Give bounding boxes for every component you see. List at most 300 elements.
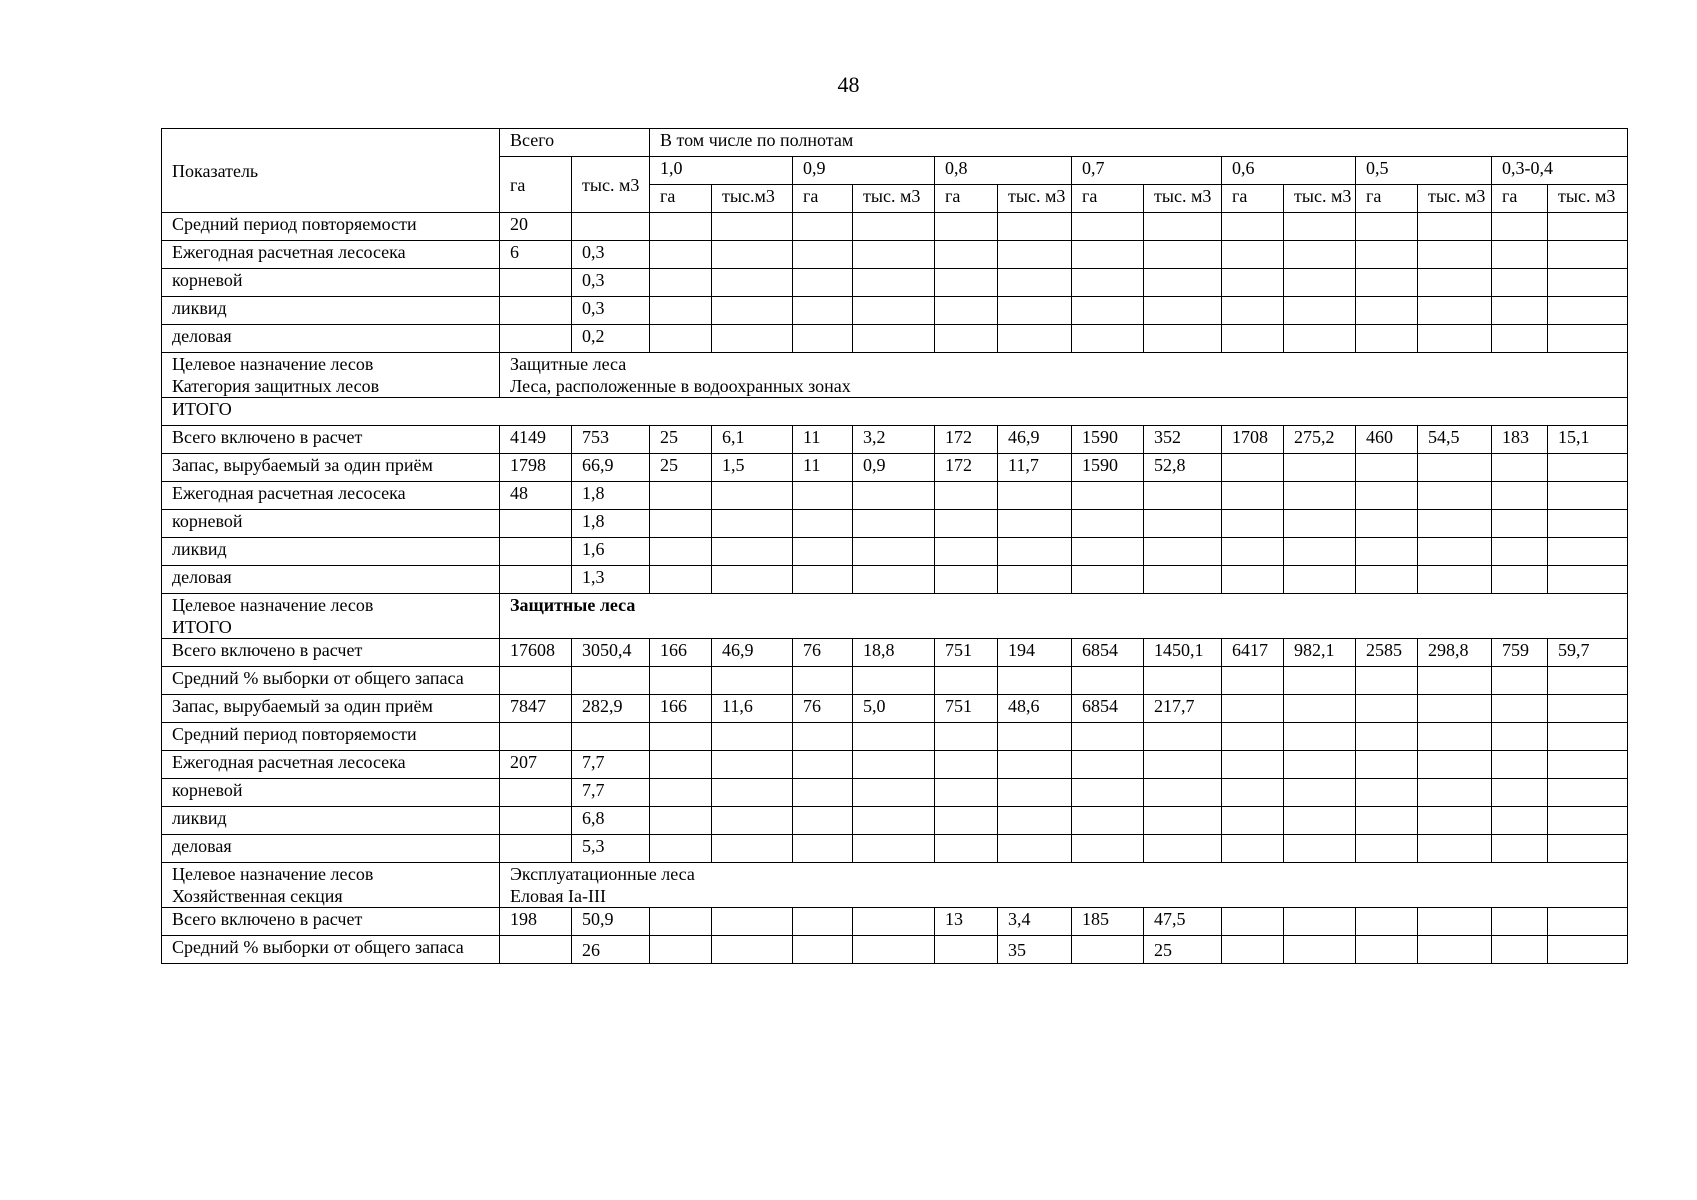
table-cell — [1144, 667, 1222, 695]
table-cell — [1284, 454, 1356, 482]
itogo-row — [162, 398, 1628, 426]
table-cell — [1356, 723, 1418, 751]
header-ha: га — [650, 185, 712, 213]
table-cell — [1548, 779, 1628, 807]
table-cell — [1144, 269, 1222, 297]
table-cell — [935, 835, 998, 863]
caption-label — [162, 594, 500, 639]
row-label: корневой — [162, 510, 500, 538]
table-cell — [1144, 538, 1222, 566]
header-indicator: Показатель — [162, 129, 500, 213]
table-cell: 352 — [1144, 426, 1222, 454]
table-cell: 183 — [1492, 426, 1548, 454]
table-cell — [1548, 695, 1628, 723]
table-cell: 751 — [935, 695, 998, 723]
table-cell — [1492, 779, 1548, 807]
table-cell — [1418, 454, 1492, 482]
header-density-3: 0,8 — [935, 157, 1072, 185]
table-cell — [935, 566, 998, 594]
table-cell — [793, 751, 853, 779]
table-cell — [650, 325, 712, 353]
table-cell — [1284, 695, 1356, 723]
table-cell — [998, 269, 1072, 297]
table-cell — [1222, 269, 1284, 297]
table-cell — [935, 325, 998, 353]
table-cell — [712, 325, 793, 353]
table-cell — [1222, 751, 1284, 779]
table-cell — [793, 908, 853, 936]
table-cell — [1548, 723, 1628, 751]
caption-label-line2: ИТОГО — [172, 617, 232, 637]
row-label: корневой — [162, 269, 500, 297]
table-cell — [1072, 241, 1144, 269]
section-caption — [162, 594, 1628, 639]
table-cell: 0,9 — [853, 454, 935, 482]
row-label: Запас, вырубаемый за один приём — [162, 695, 500, 723]
table-cell — [1492, 269, 1548, 297]
table-cell — [793, 723, 853, 751]
table-cell: 0,3 — [572, 297, 650, 325]
table-cell — [500, 297, 572, 325]
table-cell: 46,9 — [712, 639, 793, 667]
header-total-m3: тыс. м3 — [572, 157, 650, 213]
table-cell — [1284, 779, 1356, 807]
table-cell — [1284, 723, 1356, 751]
table-cell — [1418, 695, 1492, 723]
table-cell — [853, 510, 935, 538]
table-cell — [1222, 325, 1284, 353]
table-row — [162, 325, 1628, 353]
table-cell — [1222, 297, 1284, 325]
table-cell: 172 — [935, 454, 998, 482]
table-cell — [998, 835, 1072, 863]
table-cell — [1284, 325, 1356, 353]
table-cell — [1356, 779, 1418, 807]
table-cell — [650, 482, 712, 510]
table-cell — [1072, 566, 1144, 594]
header-m3: тыс. м3 — [1144, 185, 1222, 213]
table-cell — [1072, 510, 1144, 538]
table-cell — [935, 936, 998, 964]
table-cell: 207 — [500, 751, 572, 779]
table-cell — [998, 807, 1072, 835]
table-cell: 298,8 — [1418, 639, 1492, 667]
caption-value-line1: Защитные леса — [510, 595, 636, 615]
table-cell — [1284, 835, 1356, 863]
table-cell — [935, 807, 998, 835]
table-cell — [1284, 566, 1356, 594]
table-cell — [712, 807, 793, 835]
table-cell — [712, 241, 793, 269]
table-cell — [712, 297, 793, 325]
table-cell — [712, 835, 793, 863]
section-caption — [162, 863, 1628, 908]
table-cell — [853, 936, 935, 964]
table-cell — [1418, 241, 1492, 269]
table-cell — [500, 667, 572, 695]
table-cell — [853, 482, 935, 510]
header-ha: га — [1222, 185, 1284, 213]
table-cell — [1356, 908, 1418, 936]
table-cell — [1356, 695, 1418, 723]
table-cell: 6854 — [1072, 639, 1144, 667]
table-cell — [1548, 936, 1628, 964]
table-cell: 282,9 — [572, 695, 650, 723]
table-cell — [500, 936, 572, 964]
table-cell — [650, 213, 712, 241]
header-ha: га — [1072, 185, 1144, 213]
row-label: ликвид — [162, 538, 500, 566]
table-cell — [853, 835, 935, 863]
table-cell — [998, 325, 1072, 353]
table-cell — [1356, 807, 1418, 835]
table-cell — [1356, 269, 1418, 297]
table-cell: 59,7 — [1548, 639, 1628, 667]
table-cell: 25 — [650, 454, 712, 482]
table-cell — [1418, 936, 1492, 964]
table-cell — [1072, 835, 1144, 863]
table-cell — [1222, 835, 1284, 863]
table-cell — [853, 213, 935, 241]
table-cell — [793, 807, 853, 835]
table-row — [162, 807, 1628, 835]
table-cell: 5,3 — [572, 835, 650, 863]
table-cell — [1492, 538, 1548, 566]
table-cell — [1222, 779, 1284, 807]
table-cell — [1418, 779, 1492, 807]
table-cell: 5,0 — [853, 695, 935, 723]
header-density-1: 1,0 — [650, 157, 793, 185]
table-cell — [935, 779, 998, 807]
table-cell: 76 — [793, 695, 853, 723]
table-cell — [1548, 807, 1628, 835]
table-cell — [793, 667, 853, 695]
table-cell — [1418, 269, 1492, 297]
table-cell — [1548, 538, 1628, 566]
table-cell: 76 — [793, 639, 853, 667]
table-cell — [853, 241, 935, 269]
table-cell — [1548, 241, 1628, 269]
table-cell — [650, 667, 712, 695]
table-cell: 6854 — [1072, 695, 1144, 723]
table-cell: 194 — [998, 639, 1072, 667]
table-cell: 1590 — [1072, 454, 1144, 482]
row-label: Ежегодная расчетная лесосека — [162, 482, 500, 510]
row-label: деловая — [162, 566, 500, 594]
table-cell — [712, 908, 793, 936]
header-ha: га — [793, 185, 853, 213]
table-cell — [650, 241, 712, 269]
table-cell — [1222, 241, 1284, 269]
table-cell — [1418, 325, 1492, 353]
table-cell: 0,3 — [572, 269, 650, 297]
table-cell — [1356, 566, 1418, 594]
table-cell — [1072, 538, 1144, 566]
table-row — [162, 639, 1628, 667]
table-cell — [1144, 566, 1222, 594]
table-cell: 35 — [998, 936, 1072, 964]
table-cell: 6,8 — [572, 807, 650, 835]
table-cell — [650, 779, 712, 807]
table-cell — [1144, 807, 1222, 835]
table-row — [162, 213, 1628, 241]
table-cell — [1144, 213, 1222, 241]
caption-value-line2: Еловая Ia-III — [510, 886, 606, 906]
table-cell — [500, 538, 572, 566]
table-cell: 66,9 — [572, 454, 650, 482]
table-cell — [572, 667, 650, 695]
table-cell — [935, 482, 998, 510]
table-cell — [1144, 835, 1222, 863]
table-cell — [1492, 566, 1548, 594]
table-cell — [712, 723, 793, 751]
table-cell — [650, 807, 712, 835]
table-cell — [1222, 667, 1284, 695]
table-cell — [935, 213, 998, 241]
table-cell — [1492, 510, 1548, 538]
table-cell — [998, 566, 1072, 594]
row-label: Всего включено в расчет — [162, 426, 500, 454]
table-row — [162, 297, 1628, 325]
table-cell — [712, 482, 793, 510]
caption-label-line1: Целевое назначение лесов — [172, 595, 374, 615]
table-cell: 11 — [793, 454, 853, 482]
table-cell — [998, 723, 1072, 751]
table-cell — [500, 566, 572, 594]
table-cell — [853, 297, 935, 325]
table-cell — [1356, 482, 1418, 510]
table-cell — [1548, 297, 1628, 325]
table-cell: 1,8 — [572, 510, 650, 538]
table-cell — [1492, 482, 1548, 510]
table-cell: 759 — [1492, 639, 1548, 667]
header-ha: га — [1492, 185, 1548, 213]
table-cell — [935, 538, 998, 566]
table-row — [162, 566, 1628, 594]
table-cell — [935, 241, 998, 269]
table-cell — [793, 213, 853, 241]
table-cell: 172 — [935, 426, 998, 454]
table-row — [162, 667, 1628, 695]
table-cell — [998, 510, 1072, 538]
table-cell — [1492, 695, 1548, 723]
table-cell — [1492, 835, 1548, 863]
table-cell: 26 — [572, 936, 650, 964]
table-cell — [1418, 667, 1492, 695]
table-cell: 1,3 — [572, 566, 650, 594]
table-cell — [1222, 695, 1284, 723]
table-cell — [650, 751, 712, 779]
table-cell — [712, 667, 793, 695]
table-cell — [1548, 667, 1628, 695]
table-cell: 1,8 — [572, 482, 650, 510]
table-cell — [1356, 454, 1418, 482]
table-cell — [935, 269, 998, 297]
table-cell — [1222, 936, 1284, 964]
table-cell — [1072, 297, 1144, 325]
row-label: Средний период повторяемости — [162, 723, 500, 751]
header-m3: тыс. м3 — [1284, 185, 1356, 213]
table-cell — [1356, 936, 1418, 964]
table-cell: 1590 — [1072, 426, 1144, 454]
table-cell — [935, 723, 998, 751]
row-label: Ежегодная расчетная лесосека — [162, 241, 500, 269]
table-cell — [650, 936, 712, 964]
table-cell — [793, 566, 853, 594]
table-cell — [998, 241, 1072, 269]
table-cell — [1284, 667, 1356, 695]
table-cell — [1548, 751, 1628, 779]
table-cell: 6 — [500, 241, 572, 269]
table-cell — [500, 835, 572, 863]
table-cell: 3,2 — [853, 426, 935, 454]
table-cell — [650, 566, 712, 594]
table-cell: 166 — [650, 639, 712, 667]
table-cell — [1072, 936, 1144, 964]
caption-value-line1: Эксплуатационные леса — [510, 864, 695, 884]
table-cell: 4149 — [500, 426, 572, 454]
header-total-ha: га — [500, 157, 572, 213]
table-cell — [853, 807, 935, 835]
table-cell — [793, 269, 853, 297]
row-label: ликвид — [162, 807, 500, 835]
itogo-label: ИТОГО — [162, 398, 1628, 426]
header-total: Всего — [500, 129, 650, 157]
table-cell — [998, 751, 1072, 779]
table-cell: 1,6 — [572, 538, 650, 566]
table-cell — [1144, 297, 1222, 325]
table-cell — [793, 510, 853, 538]
table-cell — [1548, 835, 1628, 863]
row-label: Средний % выборки от общего запаса — [162, 667, 500, 695]
table-cell — [853, 566, 935, 594]
table-cell — [998, 779, 1072, 807]
table-cell — [712, 510, 793, 538]
header-ha: га — [1356, 185, 1418, 213]
row-label: Всего включено в расчет — [162, 908, 500, 936]
table-cell — [500, 325, 572, 353]
table-row — [162, 269, 1628, 297]
table-cell — [1418, 482, 1492, 510]
table-cell — [1418, 835, 1492, 863]
table-cell: 198 — [500, 908, 572, 936]
table-cell — [793, 936, 853, 964]
table-cell — [1548, 454, 1628, 482]
header-density-7: 0,3-0,4 — [1492, 157, 1628, 185]
table-cell — [1418, 213, 1492, 241]
header-m3: тыс. м3 — [1418, 185, 1492, 213]
table-cell: 1708 — [1222, 426, 1284, 454]
header-m3: тыс.м3 — [712, 185, 793, 213]
table-row — [162, 454, 1628, 482]
table-cell — [1356, 297, 1418, 325]
table-cell — [935, 510, 998, 538]
table-cell — [1492, 667, 1548, 695]
table-cell: 982,1 — [1284, 639, 1356, 667]
caption-label-line1: Целевое назначение лесов — [172, 864, 374, 884]
table-cell: 48 — [500, 482, 572, 510]
table-cell — [1144, 482, 1222, 510]
row-label: ликвид — [162, 297, 500, 325]
header-m3: тыс. м3 — [853, 185, 935, 213]
table-cell — [1356, 751, 1418, 779]
table-row — [162, 835, 1628, 863]
table-row — [162, 482, 1628, 510]
table-row — [162, 538, 1628, 566]
table-cell: 166 — [650, 695, 712, 723]
page-number: 48 — [837, 72, 860, 97]
row-label: корневой — [162, 779, 500, 807]
table-cell: 751 — [935, 639, 998, 667]
table-cell — [1492, 325, 1548, 353]
caption-value-line1: Защитные леса — [510, 354, 627, 374]
table-cell — [1418, 538, 1492, 566]
table-cell: 48,6 — [998, 695, 1072, 723]
table-cell — [1144, 723, 1222, 751]
row-label: Ежегодная расчетная лесосека — [162, 751, 500, 779]
row-label: Запас, вырубаемый за один приём — [162, 454, 500, 482]
table-cell — [853, 779, 935, 807]
table-cell: 6,1 — [712, 426, 793, 454]
table-cell — [712, 213, 793, 241]
caption-value — [500, 863, 1628, 908]
table-cell — [1222, 454, 1284, 482]
table-cell: 0,2 — [572, 325, 650, 353]
table-cell — [712, 936, 793, 964]
table-row — [162, 510, 1628, 538]
table-cell — [793, 482, 853, 510]
table-cell — [1492, 936, 1548, 964]
table-cell — [1418, 751, 1492, 779]
table-cell — [853, 538, 935, 566]
table-cell: 6417 — [1222, 639, 1284, 667]
table-cell — [712, 566, 793, 594]
table-cell: 54,5 — [1418, 426, 1492, 454]
table-cell: 7847 — [500, 695, 572, 723]
table-cell — [1222, 566, 1284, 594]
table-cell — [1492, 908, 1548, 936]
table-cell — [1284, 807, 1356, 835]
table-cell — [1072, 325, 1144, 353]
table-cell — [1284, 297, 1356, 325]
table-cell — [1222, 807, 1284, 835]
table-cell — [500, 510, 572, 538]
header-density-5: 0,6 — [1222, 157, 1356, 185]
table-cell — [1072, 213, 1144, 241]
table-cell — [853, 751, 935, 779]
table-cell — [1284, 482, 1356, 510]
table-cell — [1492, 723, 1548, 751]
table-cell — [712, 269, 793, 297]
table-cell — [1222, 482, 1284, 510]
table-cell — [1284, 269, 1356, 297]
forest-data-table — [161, 128, 1628, 964]
table-cell — [1144, 510, 1222, 538]
table-cell — [1284, 936, 1356, 964]
table-cell: 3050,4 — [572, 639, 650, 667]
table-cell: 185 — [1072, 908, 1144, 936]
table-cell: 52,8 — [1144, 454, 1222, 482]
table-cell: 1798 — [500, 454, 572, 482]
table-cell — [1222, 723, 1284, 751]
table-cell — [935, 297, 998, 325]
table-cell: 25 — [650, 426, 712, 454]
table-cell — [1492, 241, 1548, 269]
table-cell: 0,3 — [572, 241, 650, 269]
table-cell — [1222, 908, 1284, 936]
table-cell: 46,9 — [998, 426, 1072, 454]
table-cell — [572, 723, 650, 751]
